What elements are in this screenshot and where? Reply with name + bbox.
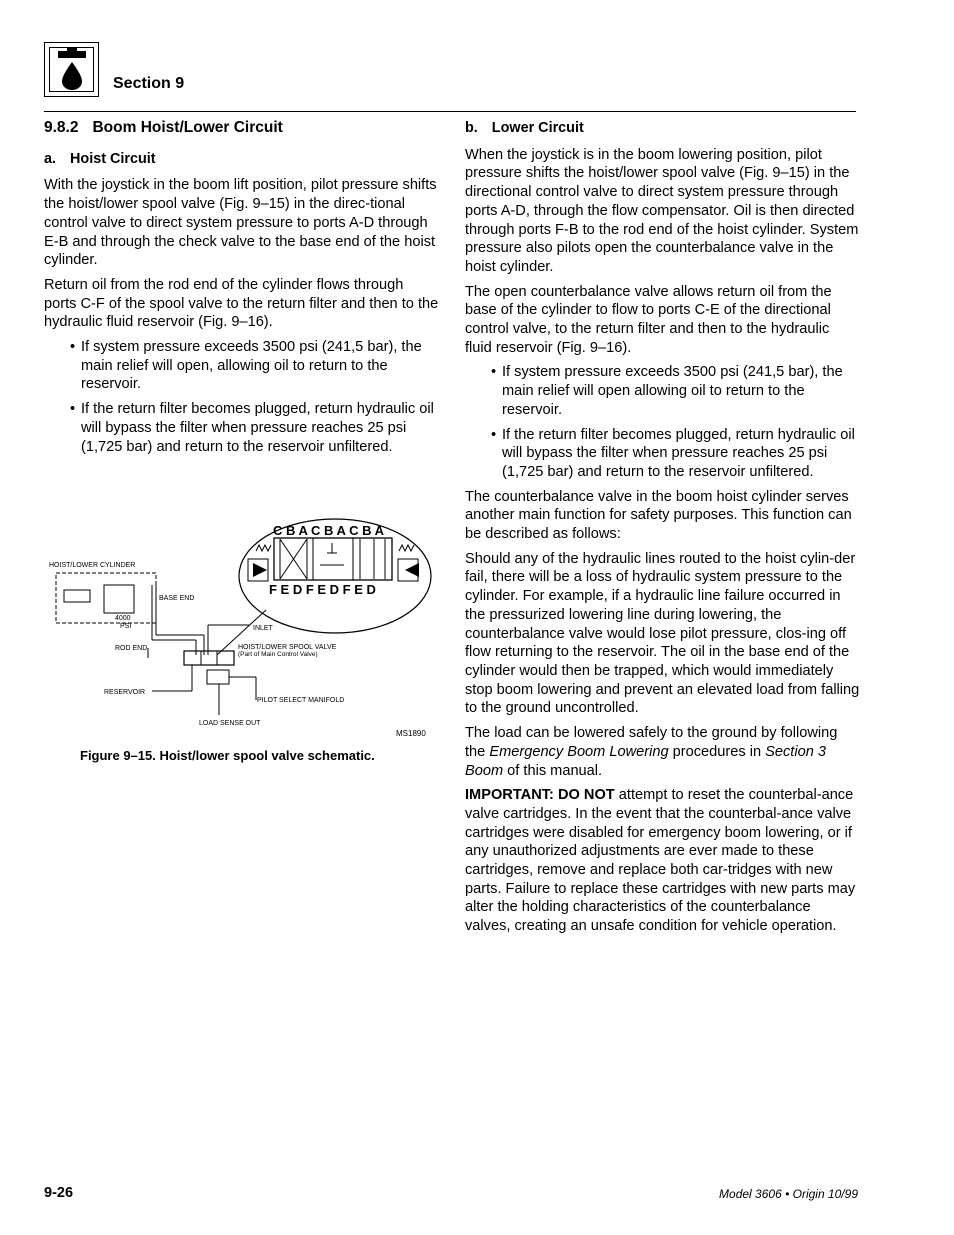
reservoir-label: RESERVOIR — [104, 689, 146, 696]
important-paragraph — [465, 786, 860, 936]
hydraulic-drop-icon — [50, 48, 94, 92]
section-reference: Section 3 Boom — [465, 743, 827, 779]
paragraph: With the joystick in the boom lift position, pilot pressure shifts the hoist/lower spool valve (Fig. 9–15) in the direc-tional control valve to direct system pressure to ports A-D through E-B and through the check valve to the base end of the hoist cylinder. — [44, 177, 437, 269]
text-run: of this manual. — [503, 762, 603, 779]
section-label: Section 9 — [113, 75, 185, 92]
paragraph: The counterbalance valve in the boom hoist cylinder serves another main function for safety purposes. This function can be described as follows: — [465, 488, 852, 543]
paragraph: Return oil from the rod end of the cylinder flows through ports C-F of the spool valve to the return filter and then to the hydraulic fluid reservoir (Fig. 9–16). — [44, 276, 439, 331]
important-text: attempt to reset the counterbal-ance valve cartridges. In the event that the counterbal-ance valve cartridges were disabled for emergency boom lowering, or if any unauthorized adjustments are ever made to these cartridges, remove and replace both car-tridges with new parts. Failure to replace these cartridges with new parts may alter the holding characteristics of the counterbalance valves, creating an unsafe condition for vehicle operation. — [465, 787, 856, 935]
inlet-label: INLET — [253, 625, 273, 632]
bullet-item: • If the return filter becomes plugged, return hydraulic oil will bypass the filter when pressure reaches 25 psi (1,725 bar) and return to the reservoir unfiltered. — [465, 426, 860, 482]
bullet-item: • If system pressure exceeds 3500 psi (241,5 bar), the main relief will open, allowing oil to return to the reservoir. — [44, 338, 439, 394]
right-column — [465, 119, 860, 942]
hoist-circuit-letter: a. — [44, 150, 57, 167]
text-run: procedures in — [668, 743, 766, 760]
section-logo — [44, 42, 99, 97]
header-rule — [44, 111, 856, 112]
figure-id: MS1890 — [396, 729, 426, 738]
hoist-circuit-heading — [44, 150, 439, 169]
bullet-list — [44, 338, 439, 456]
left-column — [44, 119, 439, 462]
bottom-ports-label: F E D F E D F E D — [269, 582, 376, 597]
cylinder-label: HOIST/LOWER CYLINDER — [49, 562, 136, 569]
section-heading — [44, 119, 439, 138]
section-heading-title: Boom Hoist/Lower Circuit — [92, 119, 283, 136]
pilot-manifold-label: PILOT SELECT MANIFOLD — [257, 697, 345, 704]
psi-value-label: 4000 — [115, 615, 131, 622]
schematic-drawing — [44, 515, 439, 745]
paragraph: The open counterbalance valve allows return oil from the base of the cylinder to flow to ports C-E of the directional control valve, to the return filter and then to the hydraulic fluid reservoir (Fig. 9–16). — [465, 283, 832, 356]
psi-unit-label: PSI — [120, 623, 132, 630]
important-label: IMPORTANT: DO NOT — [465, 787, 615, 804]
text-run: The load can be lowered safely to the ground by following the — [465, 725, 838, 760]
spool-valve-sublabel: (Part of Main Control Valve) — [238, 651, 318, 658]
spool-valve-label: HOIST/LOWER SPOOL VALVE — [238, 644, 337, 651]
load-sense-label: LOAD SENSE OUT — [199, 720, 261, 727]
figure-caption: Figure 9–15. Hoist/lower spool valve schematic. — [80, 748, 375, 763]
emergency-lowering-paragraph — [465, 724, 860, 780]
paragraph: Should any of the hydraulic lines routed to the hoist cylin-der fail, there will be a loss of hydraulic system pressure to the cylinder. For example, if a hydraulic line failure occurred in the pressurized lowering line during lowering, the counterbalance valve would lose pilot pressure, clos-ing off flow returning to the reservoir. The oil in the base end of the cylinder would then be trapped, which would immediately stop boom lowering and prevent an elevated load from falling to the ground uncontrolled. — [465, 550, 860, 717]
paragraph: When the joystick is in the boom lowering position, pilot pressure shifts the hoist/lower spool valve (Fig. 9–15) in the directional control valve to direct system pressure through ports A-D, through the flow compensator. Oil is then directed through ports F-B to the rod end of the hoist cylinder. System pressure also pilots open the counterbalance valve in the hoist cylinder. — [465, 146, 859, 275]
procedure-reference: Emergency Boom Lowering — [489, 743, 669, 760]
page-number: 9-26 — [44, 1185, 74, 1201]
base-end-label: BASE END — [159, 595, 195, 602]
lower-circuit-title: Lower Circuit — [491, 120, 584, 136]
rod-end-label: ROD END — [115, 645, 148, 652]
top-ports-label: C B A C B A C B A — [273, 523, 384, 538]
lower-circuit-heading — [465, 119, 860, 138]
section-heading-number: 9.8.2 — [44, 119, 79, 136]
lower-circuit-letter: b. — [465, 120, 478, 136]
spool-valve-schematic — [44, 515, 439, 765]
bullet-item: • If the return filter becomes plugged, return hydraulic oil will bypass the filter when pressure reaches 25 psi (1,725 bar) and return to the reservoir unfiltered. — [44, 400, 439, 456]
hoist-circuit-title: Hoist Circuit — [70, 150, 156, 167]
bullet-item: • If system pressure exceeds 3500 psi (241,5 bar), the main relief will open allowing oil to return to the reservoir. — [465, 363, 860, 419]
bullet-list — [465, 363, 860, 481]
model-origin: Model 3606 • Origin 10/99 — [719, 1187, 858, 1201]
